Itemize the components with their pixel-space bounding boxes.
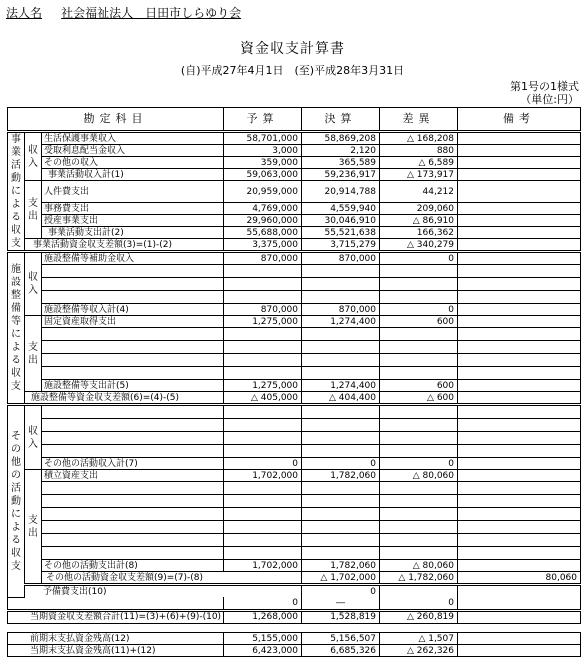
income-label: 収入 [25,132,42,181]
section-business: 事業活動による収支 [8,132,25,252]
note-cell [458,458,581,470]
note-cell [458,227,581,239]
subtotal-row [8,392,581,405]
diff-cell: 166,362 [380,227,458,239]
diff-cell: 209,060 [380,203,458,215]
budget-cell: 0 [302,585,380,598]
actual-cell: 1,782,060 [302,560,380,572]
actual-cell: △ 1,782,060 [380,572,458,585]
row-label: 施設整備等資金収支差額(6)=(4)-(5) [25,392,224,405]
note-cell [458,169,581,181]
blank-row [8,508,581,521]
diff-cell: 80,060 [458,572,581,585]
col-note: 備考 [458,108,581,132]
actual-cell: 870,000 [302,304,380,316]
income-label: 収入 [25,252,42,316]
table-row [8,215,581,227]
header-row [8,108,581,132]
budget-cell: 1,702,000 [224,470,302,482]
budget-cell: 870,000 [224,252,302,265]
section-facility: 施設整備等による収支 [8,252,25,405]
budget-cell: 55,688,000 [224,227,302,239]
note-cell [458,132,581,145]
note-cell [458,304,581,316]
table-row [8,316,581,328]
diff-cell: △ 262,326 [380,645,458,657]
row-label: 積立資産支出 [42,470,224,482]
budget-cell: 4,769,000 [224,203,302,215]
blank-row [8,445,581,458]
budget-cell: 5,155,000 [224,633,302,645]
table-row [8,470,581,482]
actual-cell: △ 404,400 [302,392,380,405]
note-cell [458,316,581,328]
budget-cell: 58,701,000 [224,132,302,145]
diff-cell [458,585,581,598]
actual-cell: 365,589 [302,157,380,169]
actual-cell: 2,120 [302,145,380,157]
blank-row [8,354,581,367]
budget-cell: 0 [224,597,302,610]
document-title: 資金収支計算書 [240,41,345,57]
note-cell [458,470,581,482]
note-cell [458,252,581,265]
row-label: その他の活動資金収支差額(9)=(7)-(8) [42,572,302,585]
diff-cell: 0 [380,458,458,470]
diff-cell: 600 [380,316,458,328]
diff-cell: △ 173,917 [380,169,458,181]
table-row [8,169,581,181]
unit-label: （単位:円） [520,93,579,106]
table-row [8,145,581,157]
fiscal-period: (自)平成27年4月1日 (至)平成28年3月31日 [180,64,405,77]
actual-cell: 1,274,400 [302,316,380,328]
row-label: 当期資金収支差額合計(11)=(3)+(6)+(9)-(10) [8,610,224,623]
corp-label: 法人名 [6,6,43,20]
diff-cell: △ 80,060 [380,560,458,572]
note-cell [458,145,581,157]
row-label: 施設整備等収入計(4) [42,304,224,316]
diff-cell: △ 600 [380,392,458,405]
row-label: 予備費支出(10) [25,585,302,598]
actual-cell: 4,559,940 [302,203,380,215]
table-row [8,157,581,169]
subtotal-row [8,239,581,252]
budget-cell: △ 405,000 [224,392,302,405]
diff-cell: 600 [380,380,458,392]
diff-cell: △ 6,589 [380,157,458,169]
table-row [8,252,581,265]
row-label: 受取利息配当金収入 [42,145,224,157]
actual-cell [380,585,458,598]
blank-row [8,482,581,495]
actual-cell: 59,236,917 [302,169,380,181]
blank-row [8,495,581,508]
budget-cell: 1,275,000 [224,380,302,392]
note-cell [458,560,581,572]
diff-cell: △ 86,910 [380,215,458,227]
row-label: 授産事業支出 [42,215,224,227]
expense-label: 支出 [25,470,42,585]
col-diff: 差異 [380,108,458,132]
reserve-row [8,585,581,598]
note-cell [458,392,581,405]
diff-cell: △ 80,060 [380,470,458,482]
table-row [8,181,581,203]
note-cell [458,181,581,203]
income-label: 収入 [25,405,42,470]
diff-cell: △ 1,507 [380,633,458,645]
expense-label: 支出 [25,316,42,392]
note-cell [458,645,581,657]
row-label: 固定資産取得支出 [42,316,224,328]
budget-cell: 1,268,000 [224,610,302,623]
budget-cell: △ 1,702,000 [302,572,380,585]
blank-row [8,432,581,445]
section-other: その他の活動による収支 [8,405,25,598]
row-label: 事務費支出 [42,203,224,215]
form-number: 第1号の1様式 [510,80,579,93]
budget-cell: 29,960,000 [224,215,302,227]
note-cell [458,597,581,610]
table-row [8,304,581,316]
actual-cell: ― [302,597,380,610]
budget-cell: 359,000 [224,157,302,169]
note-cell [458,215,581,227]
col-budget: 予算 [224,108,302,132]
budget-cell: 0 [224,458,302,470]
diff-cell: 0 [380,252,458,265]
total-row [8,610,581,623]
actual-cell: 0 [302,458,380,470]
actual-cell: 30,046,910 [302,215,380,227]
row-label: 事業活動支出計(2) [42,227,224,239]
actual-cell: 20,914,788 [302,181,380,203]
blank-row [8,534,581,547]
row-label: 前期末支払資金残高(12) [8,633,224,645]
actual-cell: 1,274,400 [302,380,380,392]
col-subject: 勘定科目 [8,108,224,132]
blank-row [8,291,581,304]
table-row [8,560,581,572]
row-label: その他の活動支出計(8) [42,560,224,572]
blank-row [8,521,581,534]
row-label: 施設整備等補助金収入 [42,252,224,265]
subtotal-row [8,572,581,585]
budget-cell: 870,000 [224,304,302,316]
note-cell [458,157,581,169]
diff-cell: 880 [380,145,458,157]
table-row [8,132,581,145]
blank-row [8,419,581,432]
note-cell [458,380,581,392]
blank-row [8,278,581,291]
table-row [8,227,581,239]
row-label: その他の活動収入計(7) [42,458,224,470]
actual-cell: 870,000 [302,252,380,265]
actual-cell: 55,521,638 [302,227,380,239]
row-label: 当期末支払資金残高(11)+(12) [8,645,224,657]
actual-cell: 1,528,819 [302,610,380,623]
blank-row [8,547,581,560]
diff-cell: △ 168,208 [380,132,458,145]
budget-cell: 3,000 [224,145,302,157]
row-label: 事業活動収入計(1) [42,169,224,181]
table-row [8,633,581,645]
actual-cell: 1,782,060 [302,470,380,482]
budget-cell: 1,702,000 [224,560,302,572]
diff-cell: 44,212 [380,181,458,203]
budget-cell: 59,063,000 [224,169,302,181]
table-row [8,458,581,470]
diff-cell: 0 [380,304,458,316]
balance-table [7,632,581,657]
note-cell [458,633,581,645]
budget-cell: 6,423,000 [224,645,302,657]
table-row [8,203,581,215]
table-row [8,645,581,657]
actual-cell: 58,869,208 [302,132,380,145]
corporation-name [6,4,241,21]
budget-cell: 3,375,000 [224,239,302,252]
table-row [8,380,581,392]
actual-cell: 5,156,507 [302,633,380,645]
budget-cell: 1,275,000 [224,316,302,328]
diff-cell: 0 [380,597,458,610]
blank-row [8,265,581,278]
budget-cell: 20,959,000 [224,181,302,203]
blank-row [8,328,581,341]
note-cell [458,203,581,215]
actual-cell: 6,685,326 [302,645,380,657]
reserve-row-2 [8,597,581,610]
col-actual: 決算 [302,108,380,132]
row-label: 施設整備等支出計(5) [42,380,224,392]
note-cell [458,239,581,252]
blank-row [8,367,581,380]
cash-flow-table [7,107,581,624]
row-label: その他の収入 [42,157,224,169]
row-label: 人件費支出 [42,181,224,203]
expense-label: 支出 [25,181,42,239]
note-cell [458,610,581,623]
diff-cell: △ 340,279 [380,239,458,252]
row-label: 生活保護事業収入 [42,132,224,145]
blank-row [8,341,581,354]
corp-value: 社会福祉法人 日田市しらゆり会 [61,6,242,20]
diff-cell: △ 260,819 [380,610,458,623]
actual-cell: 3,715,279 [302,239,380,252]
blank-row [8,405,581,419]
row-label: 事業活動資金収支差額(3)=(1)-(2) [25,239,224,252]
